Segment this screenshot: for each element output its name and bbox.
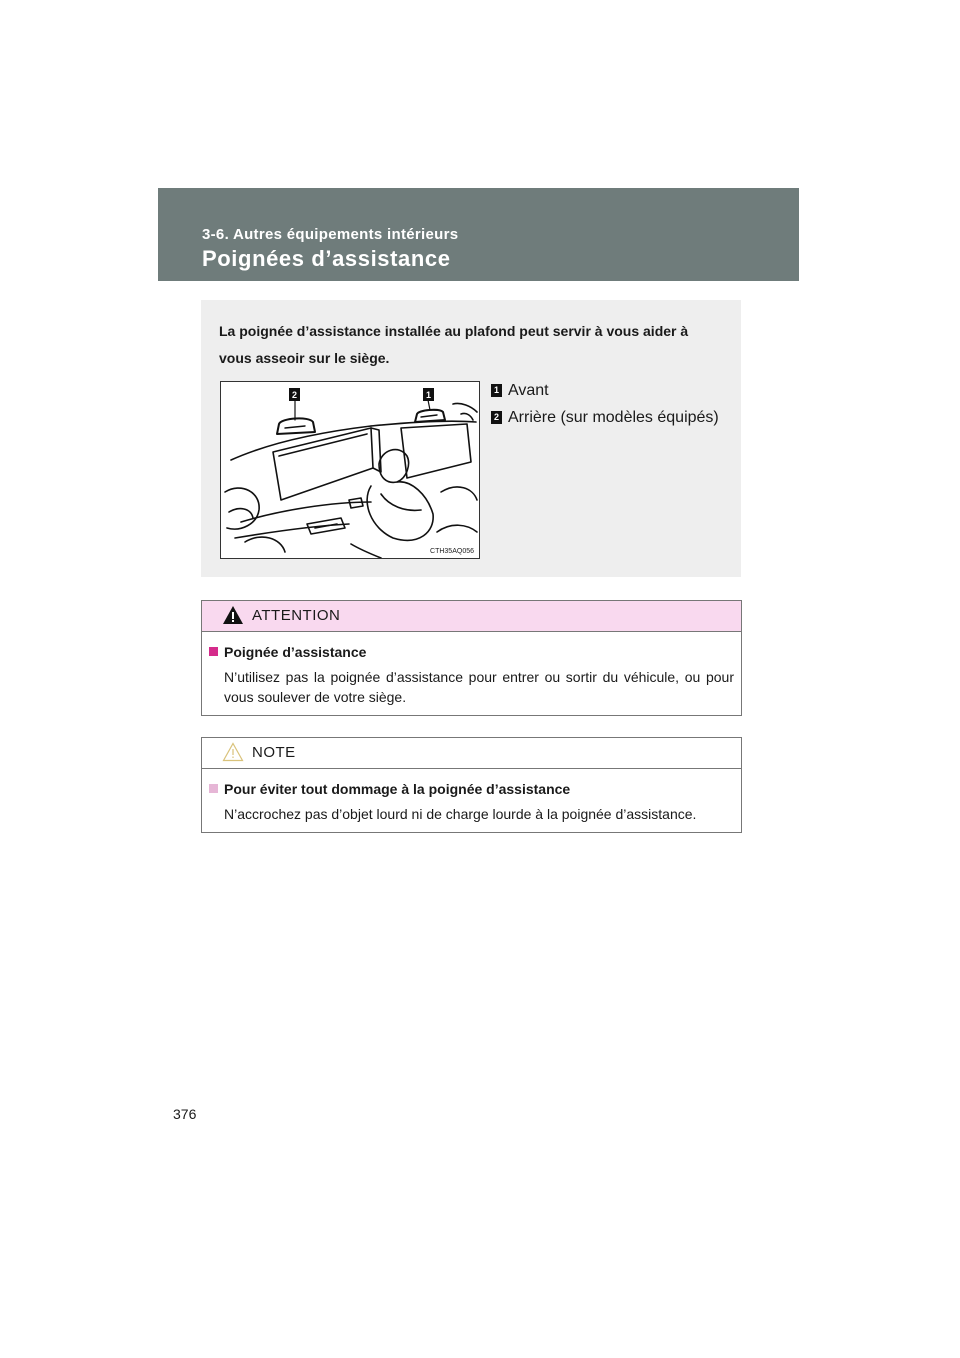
page-title: Poignées d’assistance bbox=[202, 246, 451, 271]
note-title: NOTE bbox=[252, 744, 296, 761]
attention-title: ATTENTION bbox=[252, 607, 341, 624]
note-header bbox=[202, 738, 741, 769]
callout-2-label: 2 bbox=[291, 390, 298, 400]
legend-text: Arrière (sur modèles équipés) bbox=[508, 409, 719, 426]
figure-code: CTH35AQ056 bbox=[430, 548, 474, 555]
attention-subtitle bbox=[209, 642, 734, 662]
assist-grip-illustration bbox=[220, 381, 480, 559]
section-label: 3-6. Autres équipements intérieurs bbox=[202, 226, 459, 243]
note-subtitle-text: Pour éviter tout dommage à la poignée d’assistance bbox=[224, 781, 571, 797]
note-subtitle bbox=[209, 779, 734, 799]
attention-box bbox=[201, 600, 742, 716]
legend-number: 1 bbox=[491, 384, 502, 397]
caution-outline-icon bbox=[222, 742, 244, 762]
legend-item-front bbox=[491, 378, 719, 404]
figure-legend bbox=[491, 378, 719, 432]
intro-text: La poignée d’assistance installée au plafond peut servir à vous aider à vous asseoir sur le siège. bbox=[219, 323, 689, 366]
attention-body bbox=[202, 632, 741, 715]
note-box bbox=[201, 737, 742, 833]
note-text: N’accrochez pas d’objet lourd ni de charge lourde à la poignée d’assistance. bbox=[224, 806, 697, 822]
legend-number: 2 bbox=[491, 411, 502, 424]
attention-subtitle-text: Poignée d’assistance bbox=[224, 644, 367, 660]
chapter-header bbox=[158, 188, 799, 281]
callout-1-label: 1 bbox=[425, 390, 432, 400]
attention-text: N’utilisez pas la poignée d’assistance pour entrer ou sortir du véhicule, ou pour vous soulever de votre siège. bbox=[224, 669, 734, 705]
intro-box bbox=[201, 300, 741, 577]
legend-text: Avant bbox=[508, 382, 549, 399]
bullet-square-icon bbox=[209, 784, 218, 793]
note-body bbox=[202, 769, 741, 832]
page-number: 376 bbox=[173, 1106, 197, 1122]
car-interior-drawing bbox=[221, 382, 479, 558]
bullet-square-icon bbox=[209, 647, 218, 656]
legend-item-rear bbox=[491, 405, 719, 431]
warning-icon bbox=[222, 605, 244, 625]
attention-header bbox=[202, 601, 741, 632]
